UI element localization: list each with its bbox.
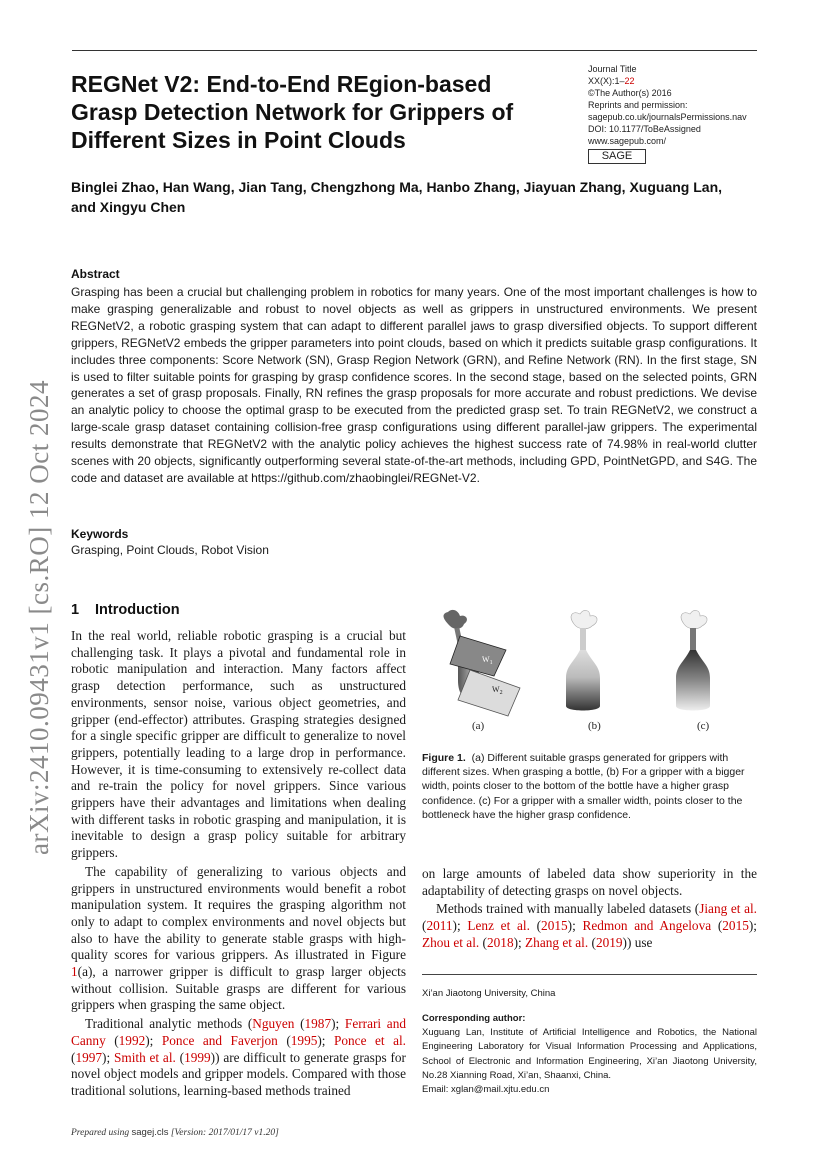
caption-label: Figure 1.	[422, 752, 466, 764]
citation-link[interactable]: Ponce et al.	[333, 1032, 406, 1048]
citation-year-link[interactable]: 2015	[722, 918, 749, 934]
figure-label-b: (b)	[588, 720, 601, 732]
top-rule	[72, 50, 757, 51]
section-title: Introduction	[95, 602, 180, 618]
left-column	[71, 628, 406, 1100]
sage-logo: SAGE	[588, 149, 646, 164]
intro-paragraph-3: Traditional analytic methods (Nguyen (1987); Ferrari and Canny (1992); Ponce and Faverjon (1995); Ponce et al. (1997); Smith et al. (1999)) are difficult to generate grasps for novel object models and gripper models. Compared with those traditional solutions, learning-based methods trained	[71, 1016, 406, 1098]
journal-copyright: ©The Author(s) 2016	[588, 88, 672, 98]
figure-1-illustration	[422, 606, 757, 718]
citation-year-link[interactable]: 1992	[118, 1032, 146, 1048]
citation-year-link[interactable]: 2019	[595, 934, 623, 950]
citation-link[interactable]: Zhou et al.	[422, 934, 480, 950]
author-list: Binglei Zhao, Han Wang, Jian Tang, Chengzhong Ma, Hanbo Zhang, Jiayuan Zhang, Xuguang Lan, and Xingyu Chen	[71, 179, 723, 215]
intro-paragraph-1: In the real world, reliable robotic grasping is a crucial but challenging task. It plays a pivotal and fundamental role in robotic manipulation and interaction. Many factors affect grasp detection performance, such as unstructured environments, sensor noise, various object geometries, and gripper (end-effector) attributes. Grasping strategies designed for a single specific gripper are difficult to generalize to novel grippers, potentially leading to a large drop in performance. However, it is time-consuming to extensively re-collect data and re-train the policy for novel grippers. Since various grippers have their advantages and limitations when dealing with different tasks in robotic grasping and manipulation, it is inevitable to design a grasp policy suitable for arbitrary grippers.	[71, 628, 406, 861]
panel-a-bottle-with-grippers	[444, 610, 520, 716]
citation-link[interactable]: Ponce and Faverjon	[161, 1032, 278, 1048]
citation-year-link[interactable]: 1987	[304, 1016, 332, 1032]
figure-reference-link[interactable]: 1	[71, 964, 78, 980]
citation-link[interactable]: Zhang et al.	[525, 934, 589, 950]
journal-title: Journal Title	[588, 64, 637, 74]
citation-year-link[interactable]: 1995	[290, 1032, 318, 1048]
footnote-rule	[422, 974, 757, 975]
section-number: 1	[71, 602, 80, 618]
intro-paragraph-2: The capability of generalizing to various objects and grippers in unstructured environments would benefit a robot manipulation system. It requires the grasping algorithm not only to adapt to complex environments and novel objects but also to have the ability to generate stable grasps with high-quality scores for various grippers. As illustrated in Figure 1(a), a narrower gripper is difficult to grasp larger objects without collision. Suitable grasps are different for various grippers when grasping the same object.	[71, 863, 406, 1013]
intro-paragraph-4: on large amounts of labeled data show superiority in the adaptability of detecting grasps on novel objects.	[422, 866, 757, 898]
figure-1-caption: Figure 1. (a) Different suitable grasps generated for grippers with different sizes. When grasping a bottle, (b) For a gripper with a bigger width, points closer to the bottom of the bottle have a higher grasp confidence. (c) For a gripper with a smaller width, points closer to the bottleneck have the higher grasp confidence.	[422, 752, 745, 821]
citation-link[interactable]: Nguyen	[252, 1016, 295, 1032]
citation-link[interactable]: Lenz et al.	[467, 918, 530, 934]
citation-link[interactable]: Jiang et al.	[699, 901, 758, 917]
arxiv-stamp: arXiv:2410.09431v1 [cs.RO] 12 Oct 2024	[24, 380, 54, 855]
width-label-w1: $W_1$	[482, 655, 493, 666]
page-footer: Prepared using sagej.cls [Version: 2017/01/17 v1.20]	[71, 1127, 279, 1138]
keywords-text: Grasping, Point Clouds, Robot Vision	[71, 543, 269, 557]
corresponding-author-heading: Corresponding author:	[422, 1013, 526, 1024]
journal-metadata	[588, 63, 788, 164]
journal-permissions-url: sagepub.co.uk/journalsPermissions.nav	[588, 112, 747, 122]
class-file-name: sagej.cls	[131, 1127, 169, 1138]
paper-title: REGNet V2: End-to-End REgion-based Grasp Detection Network for Grippers of Different Sizes in Point Clouds	[71, 71, 514, 153]
citation-year-link[interactable]: 1997	[75, 1049, 103, 1065]
right-column	[422, 866, 757, 952]
journal-reprints: Reprints and permission:	[588, 100, 688, 110]
affiliation: Xi’an Jiaotong University, China	[422, 988, 556, 999]
citation-link[interactable]: Ferrari and Canny	[71, 1016, 406, 1048]
width-label-w2: $W_2$	[492, 685, 503, 696]
journal-pages-link[interactable]: 22	[624, 76, 635, 86]
intro-paragraph-5: Methods trained with manually labeled datasets (Jiang et al. (2011); Lenz et al. (2015); Redmon and Angelova (2015); Zhou et al. (2018); Zhang et al. (2019)) use	[422, 901, 758, 950]
corresponding-author-email: Email: xglan@mail.xjtu.edu.cn	[422, 1084, 550, 1095]
corresponding-author-address: Xuguang Lan, Institute of Artificial Intelligence and Robotics, the National Engineering Laboratory for Visual Information Processing and Applications, School of Electronic and Information Engineering, Xi’an Jiaotong University, No.28 Xianning Road, Xi’an, Shaanxi, China.	[422, 1027, 757, 1081]
abstract-text: Grasping has been a crucial but challenging problem in robotics for many years. One of the most important challenges is how to make grasping generalizable and robust to novel objects as well as grippers in unstructured environments. We present REGNetV2, a robotic grasping system that can adapt to different parallel jaws to grasp diversified objects. To support different grippers, REGNetV2 embeds the gripper parameters into point clouds, based on which it predicts suitable grasp configurations. It includes three components: Score Network (SN), Grasp Region Network (GRN), and Refine Network (RN). In the first stage, SN is used to filter suitable points for grasping by grasp confidence scores. In the second stage, based on the selected points, GRN generates a set of grasp proposals. Finally, RN refines the grasp proposals for more accurate and robust predictions. We devise an analytic policy to choose the optimal grasp to be executed from the predicted grasp set. To train REGNetV2, we construct a large-scale grasp dataset containing collision-free grasp configurations using different parallel-jaw grippers. The experimental results demonstrate that REGNetV2 with the analytic policy achieves the highest success rate of 74.98% in real-world clutter scenes with 20 objects, significantly outperforming several state-of-the-art methods, including GPD, PointNetGPD, and S4G. The code and dataset are available at https://github.com/zhaobinglei/REGNet-V2.	[71, 285, 757, 485]
citation-link[interactable]: Redmon and Angelova	[582, 918, 712, 934]
panel-b-bottle-confidence-large-gripper	[566, 610, 600, 710]
citation-year-link[interactable]: 2011	[426, 918, 453, 934]
citation-year-link[interactable]: 1999	[184, 1049, 211, 1065]
panel-c-bottle-confidence-small-gripper	[676, 610, 710, 710]
citation-link[interactable]: Smith et al.	[113, 1049, 176, 1065]
citation-year-link[interactable]: 2015	[541, 918, 568, 934]
figure-label-a: (a)	[472, 720, 485, 732]
citation-year-link[interactable]: 2018	[487, 934, 514, 950]
journal-volume: XX(X):1–22	[588, 76, 635, 86]
figure-1	[422, 606, 757, 736]
abstract-heading: Abstract	[71, 267, 120, 281]
journal-website: www.sagepub.com/	[588, 136, 667, 146]
journal-doi: DOI: 10.1177/ToBeAssigned	[588, 124, 701, 134]
section-heading-introduction	[71, 602, 180, 618]
figure-label-c: (c)	[697, 720, 710, 732]
keywords-heading: Keywords	[71, 527, 129, 541]
